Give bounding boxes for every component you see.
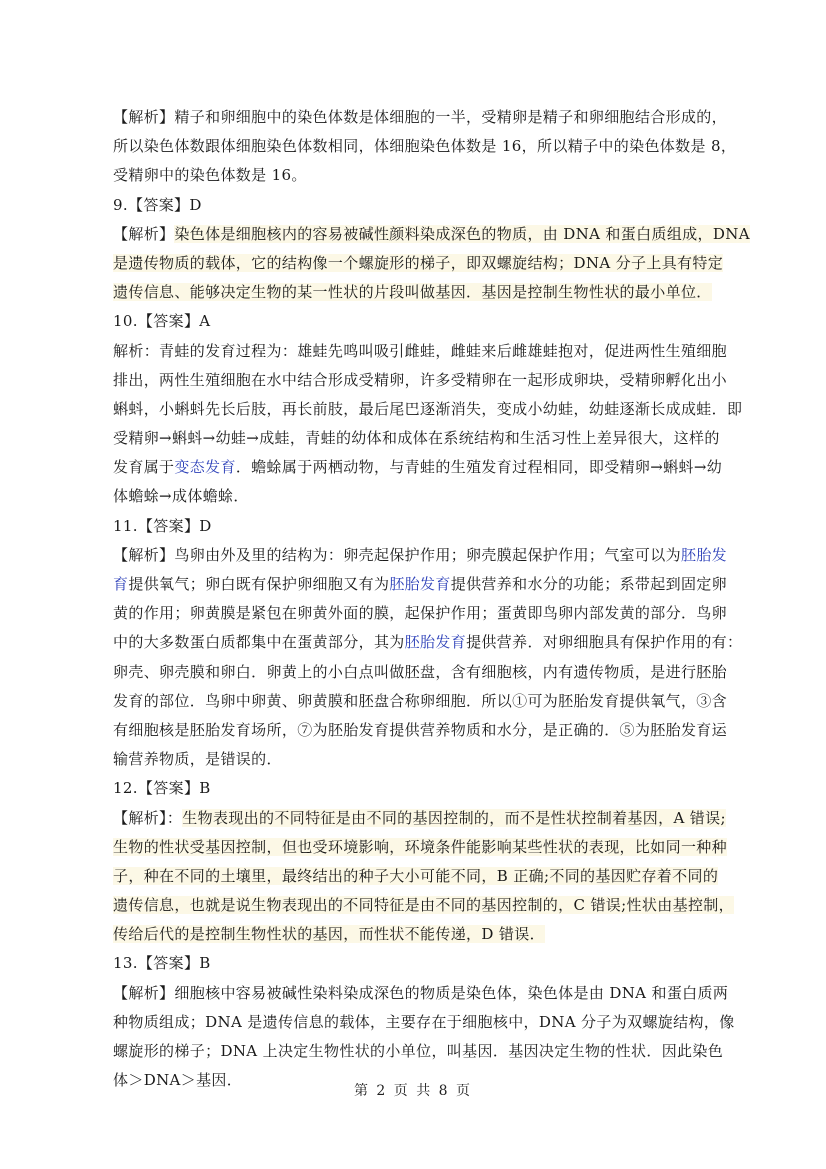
text-line (113, 716, 728, 745)
text-line (113, 395, 743, 424)
text-segment: 种物质组成；DNA 是遗传信息的载体，主要存在于细胞核中，DNA 分子为双螺旋结构，像 (113, 1012, 735, 1031)
text-segment: 输营养物质，是错误的． (113, 750, 282, 769)
highlighted-text: 遗传信息，也就是说生物表现出的不同特征是由不同的基因控制的，C 错误;性状由基控制， (113, 896, 735, 915)
term-link[interactable]: 胚胎发育 (389, 575, 451, 593)
text-segment: 排出，两性生殖细胞在水中结合形成受精卵，许多受精卵在一起形成卵块，受精卵孵化出小 (113, 370, 728, 389)
answer-line (113, 512, 713, 541)
text-segment: 黄的作用；卵黄膜是紧包在卵黄外面的膜，起保护作用；蛋黄即鸟卵内部发黄的部分．鸟卵 (113, 604, 728, 623)
text-line (113, 920, 713, 949)
highlighted-text: 生物表现出的不同特征是由不同的基因控制的，而不是性状控制着基因，A 错误; (182, 808, 726, 827)
text-line (113, 424, 720, 453)
term-link[interactable]: 胚胎发育 (404, 633, 467, 652)
text-segment: ．蟾蜍属于两栖动物，与青蛙的生殖发育过程相同，即受精卵→蝌蚪→幼 (235, 458, 723, 477)
text-line (113, 278, 713, 307)
highlighted-text: 染色体是细胞核内的容易被碱性颜料染成深色的物质，由 DNA 和蛋白质组成，DNA (174, 224, 750, 243)
text-line (113, 249, 724, 278)
analysis-paragraph (113, 541, 743, 775)
text-line (113, 482, 713, 511)
text-segment: 体＞DNA＞基因． (113, 1071, 243, 1090)
text-line (113, 337, 728, 366)
text-line (113, 453, 723, 482)
answer-line (113, 774, 713, 803)
text-segment: 【解析】： (113, 808, 183, 827)
text-segment: 所以染色体数跟体细胞染色体数相同，体细胞染色体数是 16，所以精子中的染色体数是 8， (113, 137, 737, 156)
text-line (113, 1037, 724, 1066)
text-line (113, 833, 728, 862)
text-line (113, 628, 743, 657)
text-line (113, 979, 729, 1008)
term-link[interactable]: 变态发育 (174, 458, 236, 477)
analysis-paragraph (113, 337, 743, 512)
analysis-paragraph (113, 103, 737, 191)
text-segment: 12.【答案】B (113, 779, 211, 798)
term-link[interactable]: 育 (113, 575, 129, 593)
text-segment: 解析：青蛙的发育过程为：雄蛙先鸣叫吸引雌蛙，雌蛙来后雌雄蛙抱对，促进两性生殖细胞 (113, 341, 728, 360)
text-line (113, 570, 728, 599)
analysis-paragraph (113, 979, 735, 1096)
text-segment: 【解析】细胞核中容易被碱性染料染成深色的物质是染色体，染色体是由 DNA 和蛋白质两 (113, 983, 729, 1002)
analysis-paragraph (113, 804, 735, 950)
text-segment: 13.【答案】B (113, 954, 211, 973)
text-line (113, 307, 713, 336)
text-line (113, 804, 726, 833)
text-line (113, 103, 728, 132)
text-line (113, 949, 713, 978)
text-segment: 蝌蚪，小蝌蚪先长后肢，再长前肢，最后尾巴逐渐消失，变成小幼蛙，幼蛙逐渐长成成蛙．即 (113, 399, 743, 418)
term-link[interactable]: 胚胎发 (680, 545, 728, 564)
text-segment: 发育的部位．鸟卵中卵黄、卵黄膜和胚盘合称卵细胞．所以①可为胚胎发育提供氧气，③含 (113, 691, 728, 710)
text-segment: 中的大多数蛋白质都集中在蛋黄部分，其为 (113, 633, 405, 652)
text-segment: 提供营养和水分的功能；系带起到固定卵 (450, 575, 728, 593)
text-segment: 卵壳、卵壳膜和卵白．卵黄上的小白点叫做胚盘，含有细胞核，内有遗传物质，是进行胚胎 (113, 662, 728, 681)
text-line (113, 599, 728, 628)
text-line (113, 191, 713, 220)
text-segment: 【解析】 (113, 224, 175, 243)
text-segment: 发育属于 (113, 458, 175, 477)
text-line (113, 687, 728, 716)
text-segment: 受精卵中的染色体数是 16。 (113, 166, 307, 185)
highlighted-text: 是遗传物质的载体，它的结构像一个螺旋形的梯子，即双螺旋结构；DNA 分子上具有特定 (113, 253, 724, 272)
text-segment: 9.【答案】D (113, 195, 202, 214)
text-line (113, 774, 713, 803)
text-segment: 11.【答案】D (113, 516, 212, 535)
text-line (113, 161, 713, 190)
text-segment: 【解析】精子和卵细胞中的染色体数是体细胞的一半，受精卵是精子和卵细胞结合形成的， (113, 108, 728, 126)
text-line (113, 862, 719, 891)
highlighted-text: 遗传信息、能够决定生物的某一性状的片段叫做基因．基因是控制生物性状的最小单位． (113, 283, 712, 302)
highlighted-text: 传给后代的是控制生物性状的基因，而性状不能传递，D 错误． (113, 925, 545, 944)
text-segment: 10.【答案】A (113, 312, 211, 331)
text-line (113, 132, 737, 161)
text-segment: 螺旋形的梯子；DNA 上决定生物性状的小单位，叫基因．基因决定生物的性状．因此染色 (113, 1042, 724, 1060)
text-segment: 【解析】鸟卵由外及里的结构为：卵壳起保护作用；卵壳膜起保护作用；气室可以为 (113, 545, 681, 564)
text-line (113, 1008, 735, 1037)
text-segment: 提供氧气；卵白既有保护卵细胞又有为 (128, 575, 390, 593)
text-segment: 受精卵→蝌蚪→幼蛙→成蛙，青蛙的幼体和成体在系统结构和生活习性上差异很大，这样的 (113, 429, 720, 448)
text-line (113, 220, 750, 249)
page-footer: 第 2 页 共 8 页 (353, 1083, 473, 1099)
document-body (113, 103, 750, 1095)
answer-line (113, 949, 713, 978)
text-line (113, 541, 728, 570)
text-line (113, 658, 728, 687)
answer-line (113, 191, 713, 220)
text-line (113, 366, 728, 395)
answer-line (113, 307, 713, 336)
text-segment: 有细胞核是胚胎发育场所，⑦为胚胎发育提供营养物质和水分，是正确的．⑤为胚胎发育运 (113, 720, 728, 739)
text-segment: 体蟾蜍→成体蟾蜍． (113, 487, 249, 506)
text-line (113, 891, 735, 920)
text-segment: 提供营养．对卵细胞具有保护作用的有： (466, 633, 743, 652)
text-line (113, 745, 713, 774)
highlighted-text: 子，种在不同的土壤里，最终结出的种子大小可能不同，B 正确;不同的基因贮存着不同的 (113, 866, 719, 885)
highlighted-text: 生物的性状受基因控制，但也受环境影响，环境条件能影响某些性状的表现，比如同一种种 (113, 837, 728, 856)
analysis-paragraph (113, 220, 750, 308)
text-line (113, 512, 713, 541)
